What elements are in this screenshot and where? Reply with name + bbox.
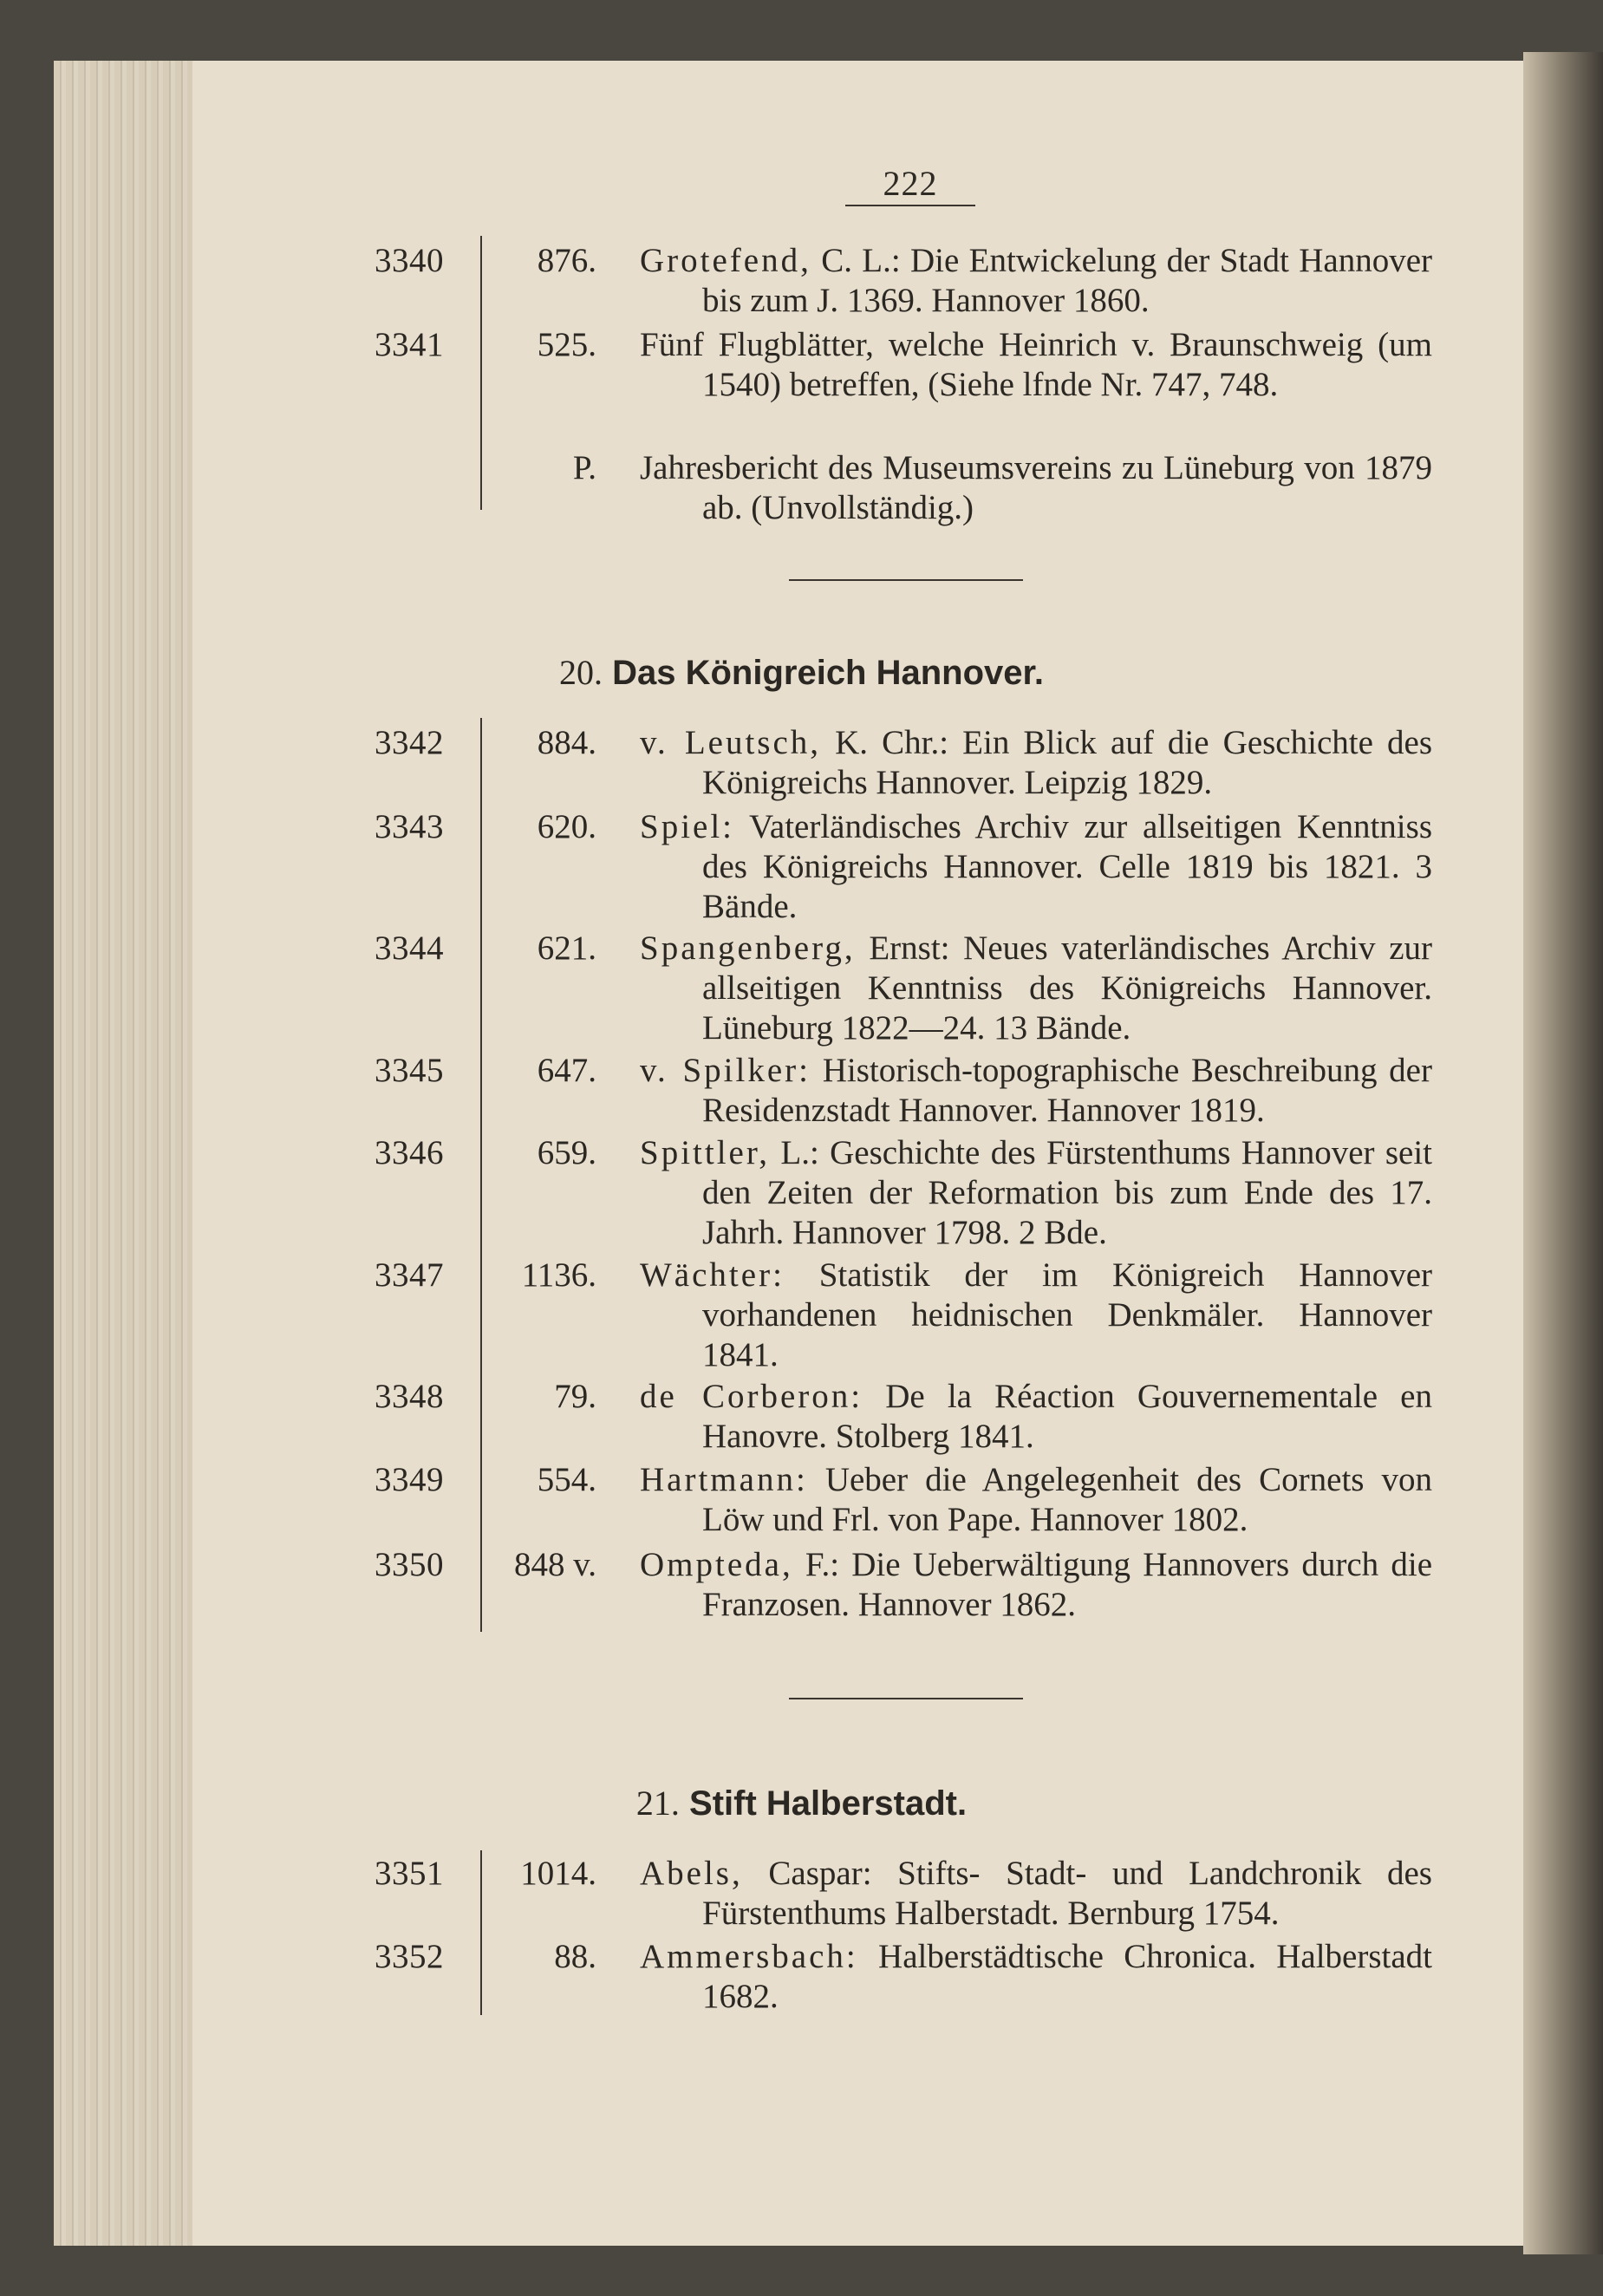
entry-number: 525. (537, 326, 596, 363)
entry-number: 659. (537, 1134, 596, 1171)
page-edges (54, 61, 192, 2246)
entry-id: 3347 (375, 1256, 444, 1294)
entry-id: 3344 (375, 929, 444, 967)
entry-number: 647. (537, 1052, 596, 1089)
entry-number: 884. (537, 724, 596, 761)
entry-text: Wächter: Statistik der im Königreich Hannover vorhandenen heidnischen Denkmäler. Hannover 1841. (640, 1256, 1432, 1373)
entry-id: 3343 (375, 808, 444, 845)
column-rule (480, 236, 482, 510)
column-rule (480, 718, 482, 1632)
entry-author: Grotefend, (640, 242, 811, 279)
entry-text: Hartmann: Ueber die Angelegenheit des Cornets von Löw und Frl. von Pape. Hannover 1802. (640, 1461, 1432, 1538)
entry-id: 3352 (375, 1938, 444, 1975)
entry-text: Spangenberg, Ernst: Neues vaterländisches Archiv zur allseitigen Kenntniss des Königreichs Hannover. Lüneburg 1822—24. 13 Bände. (640, 929, 1432, 1047)
page-gutter-shadow (1523, 52, 1603, 2254)
entry-number: 554. (537, 1461, 596, 1498)
section-title: Das Königreich Hannover. (612, 654, 1045, 692)
entry-text: Ompteda, F.: Die Ueberwältigung Hannovers durch die Franzosen. Hannover 1862. (640, 1546, 1432, 1623)
entry-id: 3349 (375, 1461, 444, 1498)
section-heading: 21. Stift Halberstadt. (635, 1784, 968, 1823)
entry-text: v. Leutsch, K. Chr.: Ein Blick auf die Geschichte des Königreichs Hannover. Leipzig 1829. (640, 724, 1432, 801)
entry-number: 621. (537, 929, 596, 967)
entry-text: Grotefend, C. L.: Die Entwickelung der Stadt Hannover bis zum J. 1369. Hannover 1860. (640, 242, 1432, 319)
entry-text: Ammersbach: Halberstädtische Chronica. Halberstadt 1682. (640, 1938, 1432, 2015)
column-rule (480, 1850, 482, 2015)
section-divider (789, 579, 1023, 581)
entry-number: 1014. (520, 1855, 596, 1892)
section-divider (789, 1698, 1023, 1699)
entry-id: 3350 (375, 1546, 444, 1583)
entry-id: 3341 (375, 326, 444, 363)
entry-text: Jahresbericht des Museumsvereins zu Lüneburg von 1879 ab. (Unvollständig.) (640, 449, 1432, 526)
entry-number: 88. (554, 1938, 596, 1975)
entry-text: Spiel: Vaterländisches Archiv zur allseitigen Kenntniss des Königreichs Hannover. Celle 1819 bis 1821. 3 Bände. (640, 808, 1432, 925)
entry-text: Abels, Caspar: Stifts- Stadt- und Landchronik des Fürstenthums Halberstadt. Bernburg 1754. (640, 1855, 1432, 1932)
entry-text: de Corberon: De la Réaction Gouvernementale en Hanovre. Stolberg 1841. (640, 1378, 1432, 1455)
section-heading: 20. Das Königreich Hannover. (558, 653, 1045, 692)
entry-number: 620. (537, 808, 596, 845)
entry-id: 3346 (375, 1134, 444, 1171)
entry-id: 3342 (375, 724, 444, 761)
entry-id: 3345 (375, 1052, 444, 1089)
entry-text: v. Spilker: Historisch-topographische Beschreibung der Residenzstadt Hannover. Hannover 1819. (640, 1052, 1432, 1129)
entry-text: Fünf Flugblätter, welche Heinrich v. Braunschweig (um 1540) betreffen, (Siehe lfnde Nr. 747, 748. (640, 326, 1432, 403)
entry-number: 79. (554, 1378, 596, 1415)
section-title: Stift Halberstadt. (689, 1784, 968, 1823)
entry-number: 1136. (521, 1256, 596, 1294)
entry-text: Spittler, L.: Geschichte des Fürstenthums Hannover seit den Zeiten der Reformation bis zum Ende des 17. Jahrh. Hannover 1798. 2 Bde. (640, 1134, 1432, 1251)
page-number-rule (845, 205, 975, 206)
entry-id: 3351 (375, 1855, 444, 1892)
entry-number: 848 v. (514, 1546, 596, 1583)
entry-number: P. (572, 449, 596, 486)
entry-number: 876. (537, 242, 596, 279)
page-number: 222 (883, 164, 938, 203)
entry-id: 3348 (375, 1378, 444, 1415)
entry-id: 3340 (375, 242, 444, 279)
